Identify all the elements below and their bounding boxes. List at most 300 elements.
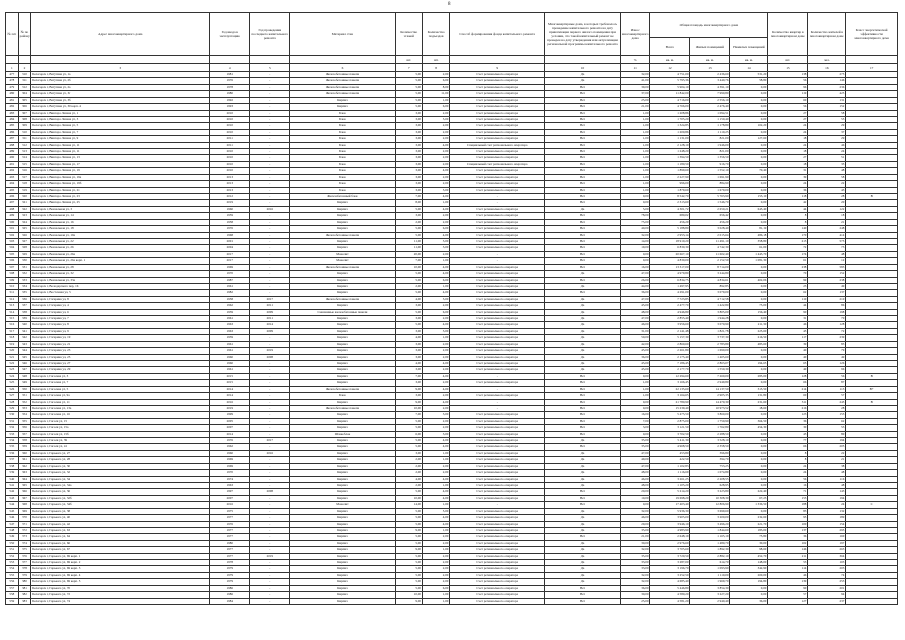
- table-cell: 0,00: [730, 354, 768, 360]
- table-cell: Счет регионального оператора: [450, 348, 545, 354]
- table-cell: Кирпич: [290, 322, 395, 328]
- table-cell: Белогорск г, Вокзальная ул, 16: [31, 219, 210, 225]
- table-cell: 0,00: [730, 200, 768, 206]
- table-cell: 509: [6, 277, 19, 283]
- table-cell: 2 436,60: [690, 72, 730, 78]
- table-cell: 46,00: [620, 322, 649, 328]
- table-cell: Счет регионального оператора: [450, 123, 545, 129]
- table-cell: 1 405,60: [690, 354, 730, 360]
- table-cell: 497: [6, 200, 19, 206]
- table-cell: Кирпич: [290, 444, 395, 450]
- table-cell: -: [250, 226, 290, 232]
- table-cell: 80: [808, 431, 846, 437]
- table-cell: Да: [545, 271, 621, 277]
- table-cell: Белогорск г, Виктора Лазина ул, 9: [31, 136, 210, 142]
- table-cell: 53: [808, 425, 846, 431]
- table-cell: Блок: [290, 155, 395, 161]
- table-cell: Кирпич: [290, 373, 395, 379]
- table-cell: Счет регионального оператора: [450, 367, 545, 373]
- table-cell: Кирпич: [290, 418, 395, 424]
- table-cell: 238: [808, 277, 846, 283]
- table-cell: 1 946,00: [690, 142, 730, 148]
- table-cell: 45,00: [620, 367, 649, 373]
- table-cell: 3,00: [422, 328, 449, 334]
- table-cell: 3 166,45: [650, 380, 690, 386]
- table-cell: 237: [808, 598, 846, 604]
- table-cell: 7 723,85: [650, 296, 690, 302]
- table-cell: 32,00: [620, 508, 649, 514]
- table-cell: 83: [768, 508, 808, 514]
- table-cell: 538: [6, 463, 19, 469]
- table-cell: 0,00: [730, 380, 768, 386]
- table-cell: Да: [545, 566, 621, 572]
- table-cell: 489: [6, 149, 19, 155]
- table-cell: Специальный счет регионального оператора: [450, 142, 545, 148]
- table-cell: 327: [18, 238, 31, 244]
- table-cell: 41,00: [620, 78, 649, 84]
- table-cell: 0,00: [730, 84, 768, 90]
- table-cell: 0,00: [730, 116, 768, 122]
- table-cell: Счет регионального оператора: [450, 438, 545, 444]
- table-cell: 3 528,10: [690, 438, 730, 444]
- table-cell: 1 116,69: [650, 470, 690, 476]
- table-cell: 2015: [210, 373, 250, 379]
- table-cell: 1,00: [422, 457, 449, 463]
- table-cell: 1975: [210, 508, 250, 514]
- table-cell: 7 260,00: [690, 373, 730, 379]
- table-cell: -: [250, 271, 290, 277]
- table-cell: 4,00: [422, 373, 449, 379]
- table-cell: Нет: [545, 232, 621, 238]
- table-cell: 10,00: [395, 405, 422, 411]
- table-cell: 75,80: [730, 534, 768, 540]
- table-cell: 1960: [210, 450, 250, 456]
- table-cell: 0,00: [730, 264, 768, 270]
- table-cell: 3,00: [395, 380, 422, 386]
- table-cell: 36,00: [620, 585, 649, 591]
- table-cell: 1977: [210, 534, 250, 540]
- table-cell: 5,00: [395, 104, 422, 110]
- table-cell: 61: [768, 258, 808, 264]
- table-cell: 2004: [210, 245, 250, 251]
- table-cell: 40: [768, 354, 808, 360]
- table-cell: 0,00: [730, 161, 768, 167]
- table-cell: 48: [808, 470, 846, 476]
- table-cell: Белогорск г, Горького ул, 30: [31, 463, 210, 469]
- table-cell: 18 910,20: [650, 238, 690, 244]
- table-cell: 552: [6, 553, 19, 559]
- table-cell: -: [250, 129, 290, 135]
- table-cell: 140: [768, 226, 808, 232]
- table-cell: 308: [18, 116, 31, 122]
- table-cell: 10,00: [395, 264, 422, 270]
- column-number-cell: 16: [808, 64, 846, 72]
- page-number: 8: [448, 2, 451, 7]
- table-cell: 48,00: [620, 470, 649, 476]
- table-cell: 1,00: [620, 168, 649, 174]
- table-cell: 5,00: [395, 585, 422, 591]
- table-cell: 6,00: [422, 277, 449, 283]
- table-cell: Счет регионального оператора: [450, 149, 545, 155]
- table-cell: 456,29: [690, 219, 730, 225]
- table-cell: -: [250, 174, 290, 180]
- table-cell: 70,40: [730, 168, 768, 174]
- table-cell: Да: [545, 540, 621, 546]
- unit-cell: [31, 56, 210, 64]
- table-cell: 21 780,90: [650, 399, 690, 405]
- table-cell: 4 983,90: [650, 527, 690, 533]
- table-cell: 12 294,60: [650, 373, 690, 379]
- table-cell: Белогорск г, Горького ул, 34: [31, 476, 210, 482]
- table-cell: 358: [18, 438, 31, 444]
- table-cell: 3,00: [422, 296, 449, 302]
- table-cell: 0,00: [730, 412, 768, 418]
- table-cell: 74: [808, 572, 846, 578]
- table-cell: Кирпич: [290, 592, 395, 598]
- table-cell: Блок: [290, 110, 395, 116]
- table-cell: 48: [808, 251, 846, 257]
- table-cell: 4 716,00: [650, 97, 690, 103]
- table-cell: 2016: [250, 206, 290, 212]
- table-cell: Счет регионального оператора: [450, 547, 545, 553]
- table-cell: 527: [6, 393, 19, 399]
- table-cell: Счет регионального оператора: [450, 444, 545, 450]
- table-cell: -: [250, 457, 290, 463]
- table-cell: 10 973,52: [690, 405, 730, 411]
- table-cell: 2,00: [422, 136, 449, 142]
- table-cell: Нет: [545, 598, 621, 604]
- table-cell: Счет регионального оператора: [450, 540, 545, 546]
- table-cell: 57: [808, 393, 846, 399]
- table-cell: Белогорск г, Гагарина ул, 7: [31, 316, 210, 322]
- table-cell: 194: [808, 495, 846, 501]
- table-cell: 200,00: [730, 572, 768, 578]
- table-cell: 2 261,80: [650, 348, 690, 354]
- table-cell: Железобетонные панели: [290, 296, 395, 302]
- table-cell: 188: [768, 502, 808, 508]
- table-cell: 518: [6, 335, 19, 341]
- table-cell: 8: [768, 219, 808, 225]
- table-cell: 548: [6, 527, 19, 533]
- table-cell: 197: [808, 540, 846, 546]
- table-cell: 35,00: [620, 527, 649, 533]
- table-cell: Белогорск г, Гагарина ул, 27: [31, 360, 210, 366]
- table-cell: Кирпич: [290, 438, 395, 444]
- table-cell: 1,00: [422, 283, 449, 289]
- table-cell: 8,00: [395, 200, 422, 206]
- table-cell: 42,00: [620, 341, 649, 347]
- table-cell: 351: [18, 393, 31, 399]
- table-cell: 2,00: [422, 418, 449, 424]
- table-cell: 5,00: [395, 206, 422, 212]
- table-cell: 528: [6, 399, 19, 405]
- table-cell: -: [250, 290, 290, 296]
- table-cell: 216,50: [730, 335, 768, 341]
- table-cell: 3,00: [395, 450, 422, 456]
- table-cell: 353: [18, 405, 31, 411]
- table-cell: 2,00: [422, 161, 449, 167]
- table-cell: 2011: [250, 303, 290, 309]
- table-cell: 33,00: [620, 560, 649, 566]
- table-cell: 0,00: [730, 431, 768, 437]
- table-cell: 56: [768, 104, 808, 110]
- table-cell: 4,00: [422, 444, 449, 450]
- table-cell: Счет регионального оператора: [450, 206, 545, 212]
- table-cell: 306: [18, 104, 31, 110]
- table-cell: Белогорск г, Ватутина ул, 2б: [31, 78, 210, 84]
- table-cell: 536: [6, 450, 19, 456]
- table-cell: 4 712,58: [690, 296, 730, 302]
- table-cell: 3,00: [395, 328, 422, 334]
- table-cell: 45,00: [620, 360, 649, 366]
- table-cell: 16: [768, 483, 808, 489]
- table-cell: 11 602,40: [690, 251, 730, 257]
- table-cell: 14 137,50: [690, 386, 730, 392]
- table-cell: 2010: [210, 149, 250, 155]
- table-cell: 368: [18, 502, 31, 508]
- table-cell: Счет регионального оператора: [450, 104, 545, 110]
- table-cell: 2009: [250, 328, 290, 334]
- table-cell: Блок: [290, 393, 395, 399]
- table-cell: 510: [6, 283, 19, 289]
- table-cell: 22 135,60: [650, 386, 690, 392]
- table-cell: 486: [6, 129, 19, 135]
- table-cell: Счет регионального оператора: [450, 97, 545, 103]
- table-cell: Белогорск г, Ватутина ул, 1а: [31, 72, 210, 78]
- table-cell: Счет регионального оператора: [450, 560, 545, 566]
- table-cell: 422,50: [650, 457, 690, 463]
- table-cell: 364: [808, 553, 846, 559]
- table-cell: 194,65: [730, 360, 768, 366]
- table-cell: 2013: [210, 187, 250, 193]
- table-cell: Счет регионального оператора: [450, 303, 545, 309]
- table-cell: 2,00: [422, 149, 449, 155]
- table-cell: -: [250, 149, 290, 155]
- table-cell: 382: [18, 592, 31, 598]
- table-cell: Кирпич: [290, 540, 395, 546]
- table-cell: -: [250, 219, 290, 225]
- table-cell: Счет регионального оператора: [450, 72, 545, 78]
- table-cell: 18: [768, 161, 808, 167]
- table-cell: 2019: [210, 405, 250, 411]
- table-cell: Белогорск г, Горького ул, 38: [31, 508, 210, 514]
- header-fund-method: Способ формирования фонда капитального ремонта: [450, 13, 545, 56]
- table-cell: Белогорск г, Вокзальная ул, 22: [31, 238, 210, 244]
- table-cell: Белогорск г, Гоголева ул, 11: [31, 399, 210, 405]
- table-cell: 46,00: [620, 515, 649, 521]
- table-cell: Белогорск г, Горького ул, 69 корп. 5: [31, 579, 210, 585]
- table-cell: Нет: [545, 245, 621, 251]
- table-body: [6, 72, 898, 605]
- header-residents: Количество жителей в многоквартирном доме: [808, 13, 846, 56]
- table-cell: 324: [18, 219, 31, 225]
- table-cell: 46: [808, 142, 846, 148]
- table-cell: Счет регионального оператора: [450, 579, 545, 585]
- table-cell: -: [250, 393, 290, 399]
- table-cell: 16,00: [620, 264, 649, 270]
- table-cell: 4,00: [422, 515, 449, 521]
- table-cell: 4,00: [422, 386, 449, 392]
- table-cell: 72: [808, 328, 846, 334]
- table-cell: 526: [6, 386, 19, 392]
- table-cell: -: [250, 110, 290, 116]
- table-cell: Счет регионального оператора: [450, 598, 545, 604]
- table-cell: 65: [768, 360, 808, 366]
- table-cell: Белогорск г, Виктора Лазина ул, 11: [31, 149, 210, 155]
- table-cell: 49: [808, 283, 846, 289]
- table-cell: 1962: [210, 303, 250, 309]
- header-area-living: Жилых помещений: [690, 38, 730, 56]
- table-cell: -: [250, 264, 290, 270]
- table-cell: 1997: [210, 489, 250, 495]
- table-cell: Да: [545, 309, 621, 315]
- table-cell: -: [250, 168, 290, 174]
- table-cell: Счет регионального оператора: [450, 553, 545, 559]
- table-cell: -: [250, 78, 290, 84]
- table-cell: 2,00: [422, 123, 449, 129]
- table-cell: 24: [808, 502, 846, 508]
- unit-cell: [210, 56, 250, 64]
- table-cell: -: [250, 341, 290, 347]
- table-cell: 508: [6, 271, 19, 277]
- table-cell: 338: [18, 309, 31, 315]
- table-cell: 7 186,45: [650, 360, 690, 366]
- table-cell: Блок: [290, 142, 395, 148]
- table-cell: Нет: [545, 495, 621, 501]
- table-cell: 40: [768, 367, 808, 373]
- table-cell: Счет регионального оператора: [450, 572, 545, 578]
- table-cell: Счет регионального оператора: [450, 181, 545, 187]
- table-cell: 551: [6, 547, 19, 553]
- table-cell: 2010: [210, 155, 250, 161]
- table-cell: Кирпич: [290, 399, 395, 405]
- table-cell: 1 422,80: [690, 303, 730, 309]
- table-cell: 1 443,70: [730, 251, 768, 257]
- table-cell: 3,00: [395, 213, 422, 219]
- table-cell: Нет: [545, 161, 621, 167]
- table-cell: 495: [6, 187, 19, 193]
- table-cell: 1,00: [620, 110, 649, 116]
- table-cell: 11,00: [395, 245, 422, 251]
- table-cell: 360: [18, 450, 31, 456]
- table-cell: -: [250, 136, 290, 142]
- table-cell: Кирпич: [290, 290, 395, 296]
- table-cell: 138: [768, 72, 808, 78]
- table-cell: 5,00: [395, 489, 422, 495]
- table-cell: Белогорск г, Гагарина ул, 8: [31, 322, 210, 328]
- table-cell: 5,00: [395, 226, 422, 232]
- table-cell: Да: [545, 457, 621, 463]
- table-cell: 77: [768, 438, 808, 444]
- table-cell: 1979: [210, 572, 250, 578]
- table-cell: 314: [18, 155, 31, 161]
- table-cell: 3 252,50: [650, 572, 690, 578]
- unit-cell: [18, 56, 31, 64]
- table-cell: 2010: [210, 161, 250, 167]
- table-cell: 318: [18, 181, 31, 187]
- table-cell: 100: [768, 521, 808, 527]
- unit-cell: шт.: [768, 56, 808, 64]
- table-cell: Кирпич: [290, 328, 395, 334]
- table-cell: Кирпич: [290, 598, 395, 604]
- table-cell: 44: [768, 206, 808, 212]
- unit-cell: чел.: [808, 56, 846, 64]
- table-cell: -: [250, 258, 290, 264]
- table-cell: 1 110,00: [690, 572, 730, 578]
- table-cell: Нет: [545, 136, 621, 142]
- table-cell: Да: [545, 78, 621, 84]
- table-cell: 478: [6, 78, 19, 84]
- table-cell: 7,00: [395, 412, 422, 418]
- table-cell: Счет регионального оператора: [450, 515, 545, 521]
- table-cell: 680,02: [650, 213, 690, 219]
- table-cell: 2017: [210, 251, 250, 257]
- table-cell: 347: [18, 367, 31, 373]
- table-cell: 322: [18, 206, 31, 212]
- table-cell: 49,00: [620, 457, 649, 463]
- table-cell: 24: [768, 181, 808, 187]
- table-cell: Счет регионального оператора: [450, 495, 545, 501]
- table-cell: 362: [18, 463, 31, 469]
- table-cell: 517: [6, 328, 19, 334]
- table-cell: Счет регионального оператора: [450, 219, 545, 225]
- table-cell: 4 685,40: [650, 579, 690, 585]
- table-cell: Белогорск г, Вокзальная ул, 26: [31, 245, 210, 251]
- table-cell: Счет регионального оператора: [450, 508, 545, 514]
- table-cell: 328: [18, 245, 31, 251]
- table-cell: Белогорск г, Горького ул, 28: [31, 457, 210, 463]
- table-cell: Белогорск г, Виктора Лазина ул, 19а: [31, 174, 210, 180]
- table-cell: 356: [18, 425, 31, 431]
- table-cell: 354: [18, 412, 31, 418]
- table-cell: 2 556,10: [690, 97, 730, 103]
- table-cell: 4,00: [422, 495, 449, 501]
- table-cell: 534: [6, 438, 19, 444]
- table-cell: 1976: [210, 226, 250, 232]
- table-cell: 47,00: [620, 450, 649, 456]
- table-cell: 3 227,20: [690, 592, 730, 598]
- header-wall-material: Материал стен: [290, 13, 395, 56]
- table-cell: 2,00: [395, 463, 422, 469]
- table-cell: Нет: [545, 399, 621, 405]
- table-cell: Железобетонные панели: [290, 78, 395, 84]
- table-cell: 1979: [210, 579, 250, 585]
- table-cell: 1993: [210, 104, 250, 110]
- table-cell: 502: [6, 232, 19, 238]
- table-cell: 1,00: [422, 483, 449, 489]
- table-cell: 1 200,86: [650, 129, 690, 135]
- table-cell: 555: [6, 572, 19, 578]
- table-cell: 24: [768, 142, 808, 148]
- table-cell: [846, 598, 898, 604]
- table-cell: Белогорск г, Горького ул, 64: [31, 534, 210, 540]
- table-cell: 313: [18, 149, 31, 155]
- table-cell: 211: [768, 553, 808, 559]
- header-year-renovation: Год проведения последнего капитального ремонта: [250, 13, 290, 56]
- table-cell: 1970: [210, 470, 250, 476]
- table-cell: 2 855,40: [650, 316, 690, 322]
- table-cell: Кирпич: [290, 515, 395, 521]
- table-cell: 46: [768, 322, 808, 328]
- table-cell: 361: [18, 457, 31, 463]
- table-cell: Белогорск г, Горького ул, 69 корп. 3: [31, 566, 210, 572]
- table-cell: 492: [6, 168, 19, 174]
- unit-cell: шт.: [422, 56, 449, 64]
- table-cell: Белогорск г, Горького ул, 32б: [31, 495, 210, 501]
- table-cell: 3 200,00: [690, 515, 730, 521]
- table-cell: 236: [808, 84, 846, 90]
- table-cell: 2 648,19: [650, 534, 690, 540]
